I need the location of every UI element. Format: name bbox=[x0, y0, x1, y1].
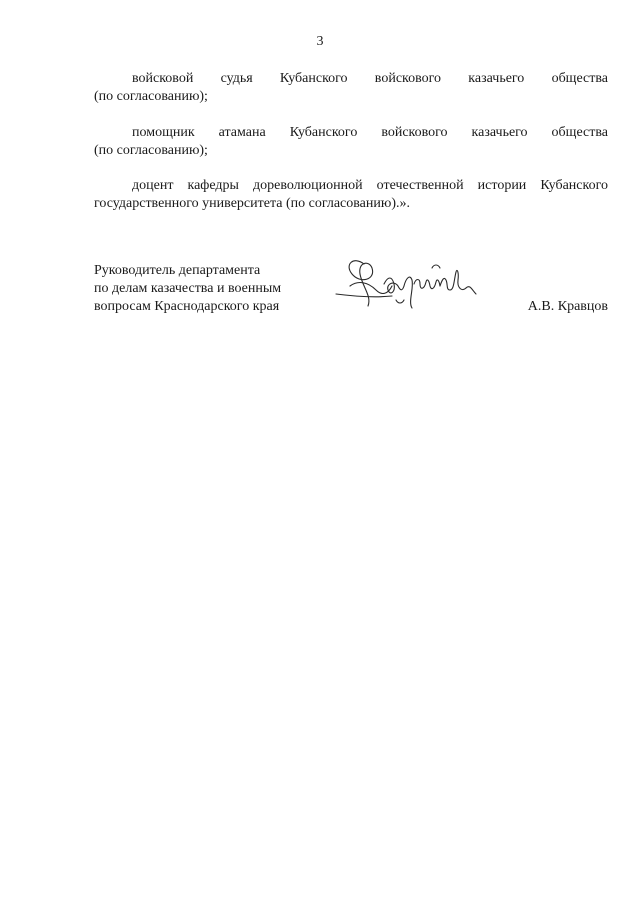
position-line: Руководитель департамента bbox=[94, 263, 261, 278]
handwritten-signature bbox=[332, 250, 482, 312]
page-number: 3 bbox=[316, 34, 324, 49]
list-item bbox=[94, 177, 608, 213]
paragraph-line: государственного университета (по согласованию).». bbox=[94, 196, 411, 211]
signatory-position bbox=[94, 262, 354, 316]
paragraph-line: (по согласованию); bbox=[94, 143, 208, 158]
signatory-name: А.В. Кравцов bbox=[527, 299, 608, 314]
paragraph-line: (по согласованию); bbox=[94, 89, 208, 104]
position-line: по делам казачества и военным bbox=[94, 281, 282, 296]
paragraph-line: помощник атамана Кубанского войскового казачьего общества bbox=[132, 125, 608, 140]
paragraph-line: доцент кафедры дореволюционной отечественной истории Кубанского bbox=[132, 178, 608, 193]
list-item bbox=[94, 70, 608, 106]
list-item bbox=[94, 124, 608, 160]
position-line: вопросам Краснодарского края bbox=[94, 299, 280, 314]
paragraph-line: войсковой судья Кубанского войскового казачьего общества bbox=[132, 71, 608, 86]
